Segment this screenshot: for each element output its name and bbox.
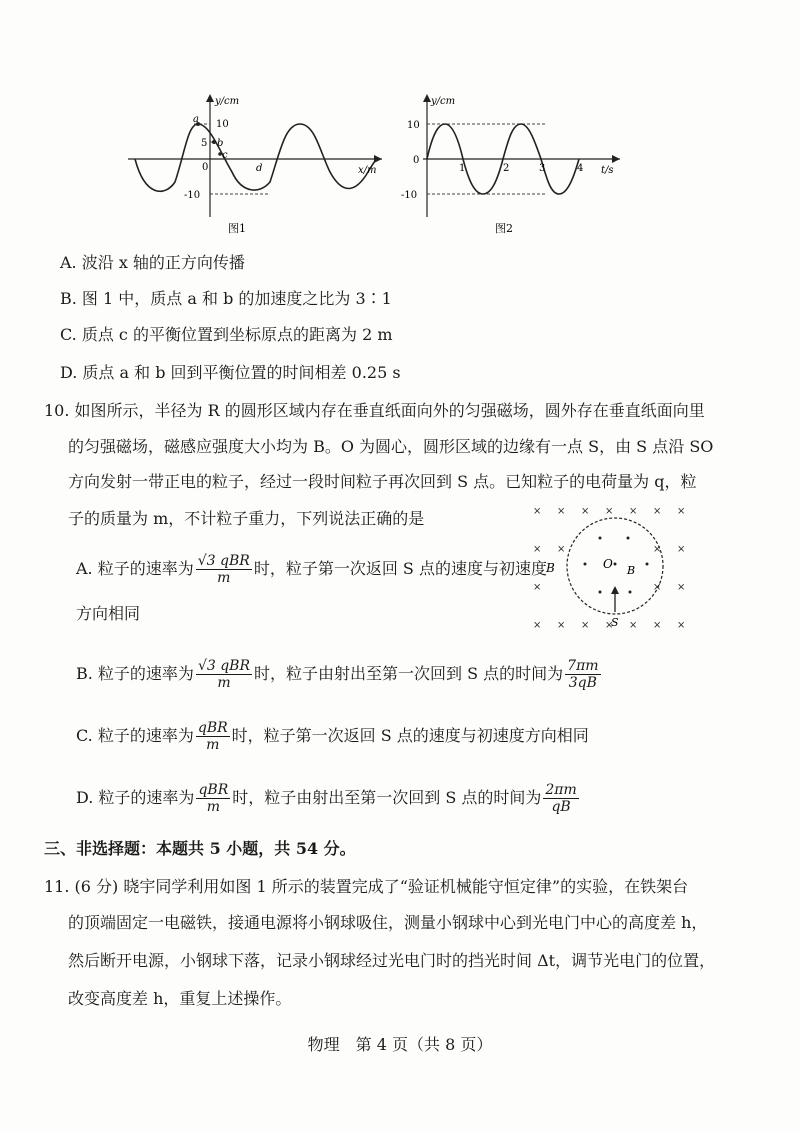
- svg-text:×: ×: [533, 582, 542, 593]
- svg-text:×: ×: [677, 582, 686, 593]
- q10-option-b-fraction-2: [565, 658, 600, 691]
- field-label-o: O: [603, 557, 613, 571]
- field-dot-marks: [584, 537, 649, 594]
- svg-text:×: ×: [653, 582, 662, 593]
- q10-option-a-pre: A. 粒子的速率为: [76, 559, 194, 578]
- q10-option-c-num: qBR: [197, 720, 228, 736]
- svg-text:×: ×: [557, 544, 566, 555]
- q11-line4: 改变高度差 h，重复上述操作。: [68, 989, 292, 1008]
- q10-option-b-den: m: [217, 675, 231, 691]
- svg-text:×: ×: [653, 506, 662, 517]
- fig1-tick-10: 10: [216, 119, 229, 130]
- fig2-tick-t4: 4: [577, 163, 584, 174]
- svg-text:×: ×: [605, 506, 614, 517]
- q10-option-a-continued: 方向相同: [76, 604, 141, 623]
- svg-text:×: ×: [629, 620, 638, 631]
- q10-option-c-pre: C. 粒子的速率为: [76, 726, 194, 745]
- svg-text:×: ×: [581, 620, 590, 631]
- q10-option-c-fraction: [196, 720, 230, 753]
- q10-option-b-num: √3 qBR: [197, 658, 251, 674]
- fig2-caption: 图2: [495, 222, 513, 235]
- q10-option-d-den: m: [206, 799, 220, 815]
- figure-1-wave-graph: [120, 92, 390, 242]
- q10-option-a-fraction: [196, 553, 252, 586]
- q9-option-b: B. 图 1 中，质点 a 和 b 的加速度之比为 3∶1: [60, 289, 392, 308]
- svg-text:×: ×: [629, 506, 638, 517]
- fig1-origin: 0: [202, 162, 209, 173]
- page-footer: 物理 第 4 页（共 8 页）: [307, 1035, 493, 1054]
- q11-line3: 然后断开电源，小钢球下落，记录小钢球经过光电门时的挡光时间 Δt，调节光电门的位置，: [68, 951, 716, 970]
- q10-option-d-mid: 时，粒子由射出至第一次回到 S 点的时间为: [232, 788, 542, 807]
- svg-text:×: ×: [533, 620, 542, 631]
- q10-stem-line1: 10. 如图所示，半径为 R 的圆形区域内存在垂直纸面向外的匀强磁场，圆外存在垂直纸面向里: [44, 401, 705, 420]
- svg-text:×: ×: [653, 544, 662, 555]
- q10-option-a-num: √3 qBR: [197, 553, 250, 569]
- fig1-y-label: y/cm: [215, 96, 240, 107]
- field-label-b-outer: B: [546, 561, 555, 575]
- fig1-point-b: b: [217, 138, 224, 149]
- q10-option-d-num2: 2πm: [545, 782, 577, 798]
- q10-option-b: [76, 658, 603, 691]
- fig1-x-label: x/m: [358, 165, 377, 176]
- svg-text:×: ×: [677, 620, 686, 631]
- fig1-point-a: a: [193, 114, 199, 125]
- fig1-point-c: c: [222, 150, 228, 161]
- svg-text:×: ×: [557, 620, 566, 631]
- svg-text:×: ×: [653, 620, 662, 631]
- q10-option-b-fraction-1: [196, 658, 252, 691]
- q10-option-a: [76, 553, 547, 586]
- q9-option-d: D. 质点 a 和 b 回到平衡位置的时间相差 0.25 s: [60, 363, 401, 382]
- svg-text:×: ×: [533, 544, 542, 555]
- q10-option-a-post: 时，粒子第一次返回 S 点的速度与初速度: [253, 559, 547, 578]
- q10-option-c: [76, 720, 589, 753]
- q10-stem-line2: 的匀强磁场，磁感应强度大小均为 B。O 为圆心，圆形区域的边缘有一点 S，由 S 点沿 SO: [68, 437, 714, 456]
- fig1-tick-neg10: -10: [184, 190, 201, 201]
- q9-option-a: A. 波沿 x 轴的正方向传播: [60, 253, 245, 272]
- q10-option-d-den2: qB: [551, 799, 571, 815]
- fig2-y-label: y/cm: [431, 96, 456, 107]
- q9-option-c: C. 质点 c 的平衡位置到坐标原点的距离为 2 m: [60, 325, 393, 344]
- svg-text:×: ×: [557, 506, 566, 517]
- q10-option-b-num2: 7πm: [567, 658, 599, 674]
- q10-option-b-den2: 3qB: [568, 675, 597, 691]
- q10-option-c-post: 时，粒子第一次返回 S 点的速度与初速度方向相同: [231, 726, 589, 745]
- svg-text:×: ×: [677, 544, 686, 555]
- fig2-tick-0: 0: [413, 155, 420, 166]
- q11-line2: 的顶端固定一电磁铁，接通电源将小钢球吸住，测量小钢球中心到光电门中心的高度差 h，: [68, 913, 708, 932]
- q10-option-b-pre: B. 粒子的速率为: [76, 664, 194, 683]
- q10-option-d-num: qBR: [198, 782, 229, 798]
- q10-option-d: [76, 782, 581, 815]
- fig1-point-d: d: [256, 163, 263, 174]
- fig2-x-label: t/s: [601, 165, 614, 176]
- q10-option-b-mid: 时，粒子由射出至第一次回到 S 点的时间为: [254, 664, 564, 683]
- fig1-caption: 图1: [228, 222, 246, 235]
- section-3-header: 三、非选择题：本题共 5 小题，共 54 分。: [44, 839, 356, 858]
- fig2-tick-neg10: -10: [401, 190, 418, 201]
- svg-text:×: ×: [581, 506, 590, 517]
- svg-text:×: ×: [605, 620, 614, 631]
- q10-option-d-pre: D. 粒子的速率为: [76, 788, 195, 807]
- q10-option-d-fraction-2: [543, 782, 578, 815]
- q10-stem-line3: 方向发射一带正电的粒子，经过一段时间粒子再次回到 S 点。已知粒子的电荷量为 q，粒: [68, 472, 697, 491]
- fig2-tick-t1: 1: [459, 163, 466, 174]
- magnetic-field-figure: [530, 500, 700, 635]
- q10-option-c-den: m: [206, 737, 220, 753]
- q10-option-a-den: m: [217, 570, 231, 586]
- q10-stem-line4: 子的质量为 m，不计粒子重力，下列说法正确的是: [68, 509, 425, 528]
- field-label-b-inner: B: [627, 564, 636, 577]
- fig2-tick-t2: 2: [503, 163, 510, 174]
- figure-2-vibration-graph: [395, 92, 630, 242]
- fig2-tick-10: 10: [407, 120, 420, 131]
- fig1-tick-5: 5: [201, 138, 208, 149]
- svg-text:×: ×: [677, 506, 686, 517]
- q10-option-d-fraction-1: [196, 782, 230, 815]
- q11-line1: 11. (6 分) 晓宇同学利用如图 1 所示的装置完成了“验证机械能守恒定律”的实验，在铁架台: [44, 877, 689, 896]
- svg-text:×: ×: [533, 506, 542, 517]
- fig2-tick-t3: 3: [539, 163, 546, 174]
- field-label-s: S: [611, 616, 619, 629]
